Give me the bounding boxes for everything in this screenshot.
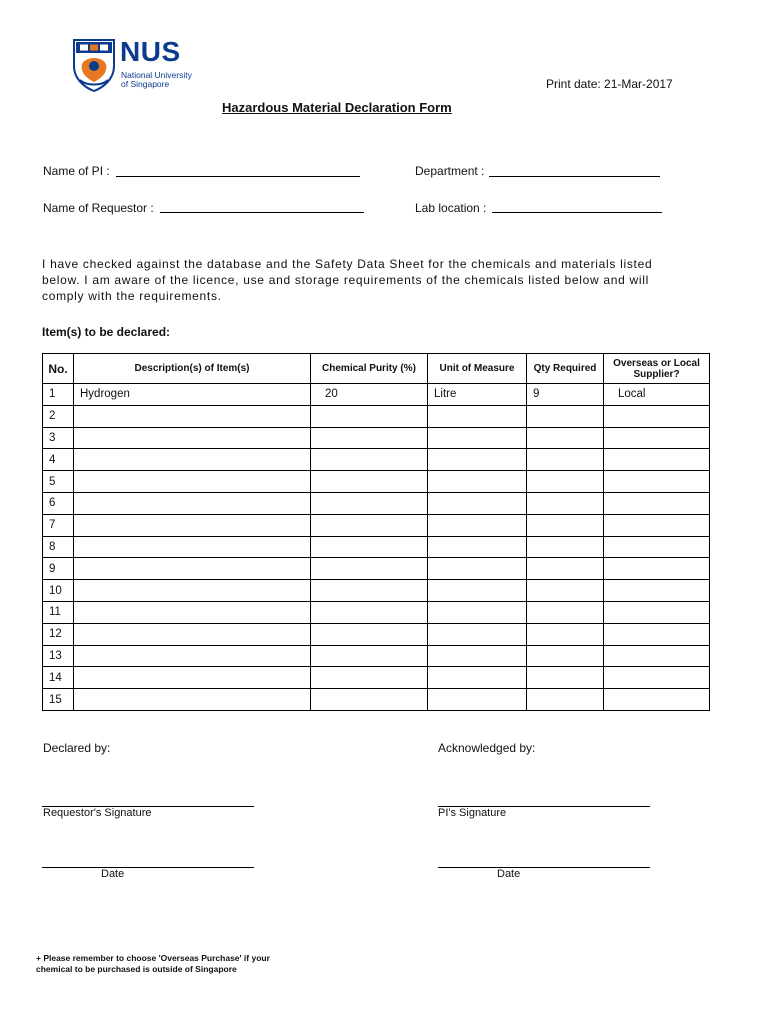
row-qty-required[interactable] (527, 471, 604, 493)
row-no: 3 (43, 427, 74, 449)
header-chemical-purity: Chemical Purity (%) (311, 354, 428, 384)
row-unit-of-measure[interactable] (428, 405, 527, 427)
row-chemical-purity[interactable] (311, 580, 428, 602)
department-field[interactable] (489, 176, 660, 177)
footnote (36, 953, 296, 975)
row-description[interactable] (74, 427, 311, 449)
table-row (43, 514, 710, 536)
row-description[interactable] (74, 623, 311, 645)
row-no: 4 (43, 449, 74, 471)
row-supplier[interactable] (604, 449, 710, 471)
row-supplier[interactable] (604, 471, 710, 493)
row-unit-of-measure[interactable] (428, 580, 527, 602)
row-unit-of-measure[interactable]: Litre (428, 384, 527, 406)
row-no: 15 (43, 689, 74, 711)
row-chemical-purity[interactable] (311, 449, 428, 471)
department-label: Department : (415, 164, 485, 178)
row-no: 5 (43, 471, 74, 493)
row-chemical-purity[interactable] (311, 536, 428, 558)
row-chemical-purity[interactable] (311, 689, 428, 711)
row-unit-of-measure[interactable] (428, 558, 527, 580)
requestor-date-line[interactable] (42, 867, 254, 868)
row-unit-of-measure[interactable] (428, 645, 527, 667)
row-qty-required[interactable] (527, 514, 604, 536)
table-row (43, 601, 710, 623)
row-qty-required[interactable] (527, 689, 604, 711)
lab-location-field[interactable] (492, 212, 662, 213)
row-description[interactable] (74, 601, 311, 623)
lab-location-label: Lab location : (415, 201, 487, 215)
declared-by-label: Declared by: (43, 741, 111, 755)
table-row (43, 645, 710, 667)
table-row (43, 667, 710, 689)
row-unit-of-measure[interactable] (428, 536, 527, 558)
row-supplier[interactable] (604, 405, 710, 427)
items-table (42, 353, 710, 711)
row-no: 14 (43, 667, 74, 689)
header-description: Description(s) of Item(s) (74, 354, 311, 384)
table-row (43, 689, 710, 711)
logo-subtitle-line2: of Singapore (121, 79, 170, 89)
row-unit-of-measure[interactable] (428, 492, 527, 514)
acknowledged-by-label: Acknowledged by: (438, 741, 536, 755)
requestor-name-label: Name of Requestor : (43, 201, 154, 215)
row-no: 2 (43, 405, 74, 427)
row-qty-required[interactable] (527, 405, 604, 427)
row-no: 6 (43, 492, 74, 514)
row-description[interactable] (74, 580, 311, 602)
row-description[interactable] (74, 514, 311, 536)
row-no: 9 (43, 558, 74, 580)
row-chemical-purity[interactable] (311, 645, 428, 667)
row-qty-required[interactable] (527, 601, 604, 623)
footnote-line2: chemical to be purchased is outside of Singapore (36, 964, 237, 974)
table-row (43, 558, 710, 580)
row-no: 7 (43, 514, 74, 536)
row-description[interactable] (74, 689, 311, 711)
nus-logo (72, 38, 197, 94)
row-unit-of-measure[interactable] (428, 514, 527, 536)
row-qty-required[interactable] (527, 536, 604, 558)
logo-wordmark: NUS (120, 36, 181, 67)
header-unit-of-measure: Unit of Measure (428, 354, 527, 384)
row-qty-required[interactable] (527, 623, 604, 645)
row-supplier[interactable] (604, 601, 710, 623)
row-chemical-purity[interactable] (311, 427, 428, 449)
row-no: 8 (43, 536, 74, 558)
print-date: Print date: 21-Mar-2017 (546, 77, 673, 91)
row-supplier[interactable] (604, 427, 710, 449)
pi-name-label: Name of PI : (43, 164, 110, 178)
row-no: 10 (43, 580, 74, 602)
row-description[interactable] (74, 449, 311, 471)
table-row (43, 427, 710, 449)
row-chemical-purity[interactable] (311, 405, 428, 427)
row-unit-of-measure[interactable] (428, 601, 527, 623)
table-row (43, 405, 710, 427)
row-supplier[interactable] (604, 645, 710, 667)
row-description[interactable] (74, 558, 311, 580)
table-header-row (43, 354, 710, 384)
row-qty-required[interactable] (527, 667, 604, 689)
row-supplier[interactable] (604, 580, 710, 602)
row-qty-required[interactable] (527, 645, 604, 667)
row-description[interactable]: Hydrogen (74, 384, 311, 406)
row-supplier[interactable] (604, 623, 710, 645)
row-chemical-purity[interactable] (311, 667, 428, 689)
items-table-body (43, 384, 710, 711)
row-unit-of-measure[interactable] (428, 449, 527, 471)
form-title: Hazardous Material Declaration Form (222, 100, 452, 115)
row-chemical-purity[interactable] (311, 514, 428, 536)
row-supplier[interactable] (604, 536, 710, 558)
requestor-signature-label: Requestor's Signature (43, 807, 152, 819)
row-supplier[interactable]: Local (604, 384, 710, 406)
row-supplier[interactable] (604, 689, 710, 711)
row-supplier[interactable] (604, 558, 710, 580)
row-chemical-purity[interactable] (311, 623, 428, 645)
table-row (43, 471, 710, 493)
row-chemical-purity[interactable]: 20 (311, 384, 428, 406)
row-chemical-purity[interactable] (311, 558, 428, 580)
header-qty-required: Qty Required (527, 354, 604, 384)
pi-signature-label: PI's Signature (438, 807, 507, 819)
row-qty-required[interactable] (527, 449, 604, 471)
table-row (43, 580, 710, 602)
row-no: 13 (43, 645, 74, 667)
row-supplier[interactable] (604, 492, 710, 514)
nus-crest-icon (72, 38, 116, 92)
row-unit-of-measure[interactable] (428, 623, 527, 645)
row-qty-required[interactable] (527, 580, 604, 602)
row-qty-required[interactable] (527, 492, 604, 514)
requestor-name-field[interactable] (160, 212, 364, 213)
row-chemical-purity[interactable] (311, 601, 428, 623)
row-qty-required[interactable]: 9 (527, 384, 604, 406)
row-description[interactable] (74, 667, 311, 689)
requestor-date-label: Date (101, 868, 125, 880)
row-qty-required[interactable] (527, 558, 604, 580)
logo-subtitle-line1: National University (121, 70, 192, 80)
row-description[interactable] (74, 492, 311, 514)
table-row (43, 623, 710, 645)
row-no: 1 (43, 384, 74, 406)
row-supplier[interactable] (604, 514, 710, 536)
row-unit-of-measure[interactable] (428, 689, 527, 711)
row-supplier[interactable] (604, 667, 710, 689)
declaration-statement: I have checked against the database and the Safety Data Sheet for the chemicals and materials listed below. I am aware of the licence, use and storage requirements of the chemicals listed below and will comply with the requirements. (42, 257, 653, 303)
row-description[interactable] (74, 536, 311, 558)
header-no: No. (43, 354, 74, 384)
items-heading: Item(s) to be declared: (42, 325, 171, 339)
row-unit-of-measure[interactable] (428, 427, 527, 449)
row-description[interactable] (74, 645, 311, 667)
row-qty-required[interactable] (527, 427, 604, 449)
header-supplier: Overseas or Local Supplier? (604, 354, 710, 384)
table-row (43, 449, 710, 471)
row-no: 11 (43, 601, 74, 623)
table-row (43, 384, 710, 406)
row-chemical-purity[interactable] (311, 471, 428, 493)
footnote-line1: + Please remember to choose 'Overseas Purchase' if your (36, 953, 270, 963)
pi-name-field[interactable] (116, 176, 360, 177)
table-row (43, 536, 710, 558)
row-description[interactable] (74, 471, 311, 493)
pi-date-label: Date (497, 868, 521, 880)
row-no: 12 (43, 623, 74, 645)
row-chemical-purity[interactable] (311, 492, 428, 514)
row-unit-of-measure[interactable] (428, 667, 527, 689)
row-unit-of-measure[interactable] (428, 471, 527, 493)
table-row (43, 492, 710, 514)
row-description[interactable] (74, 405, 311, 427)
pi-date-line[interactable] (438, 867, 650, 868)
